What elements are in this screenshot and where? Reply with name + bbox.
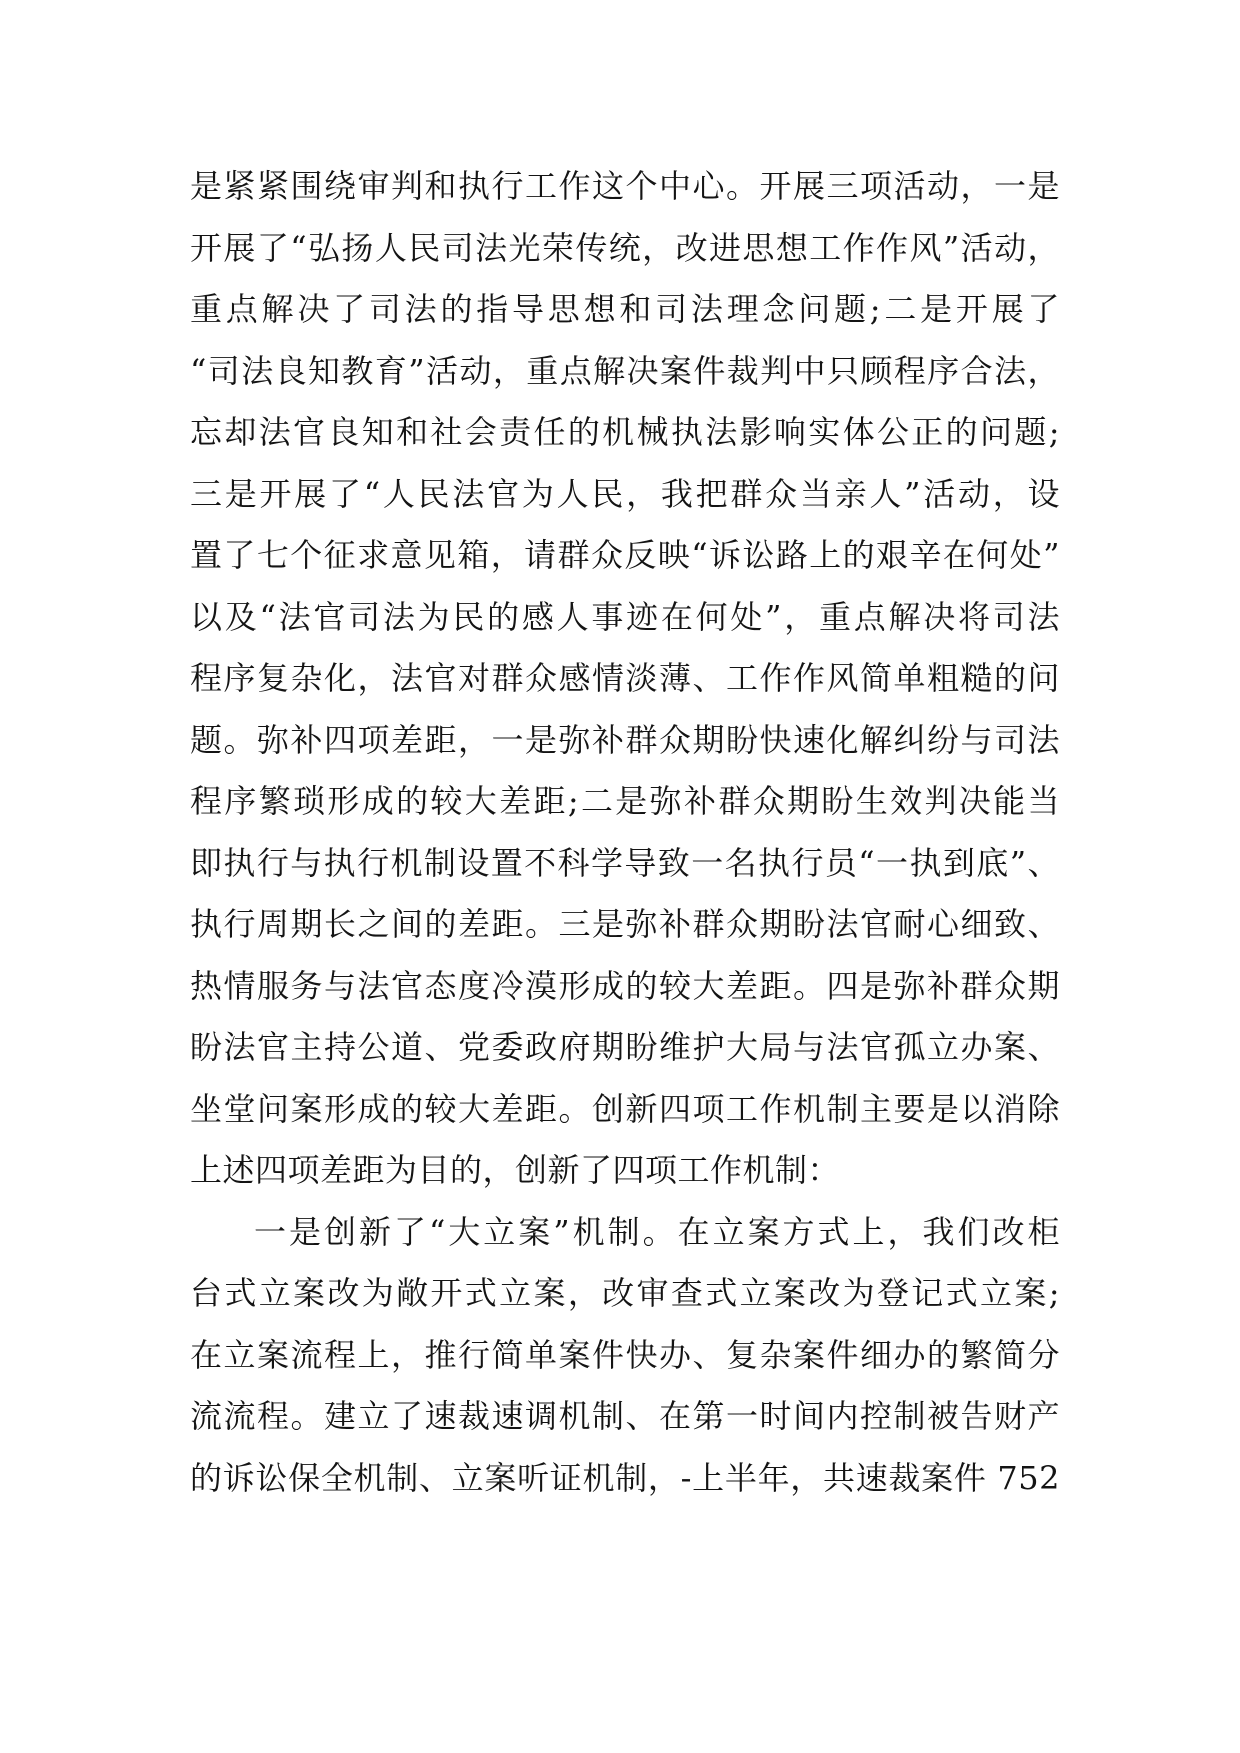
text-line: 的诉讼保全机制、立案听证机制，-上半年，共速裁案件 752 [190, 1458, 1060, 1497]
text-line: 以及“法官司法为民的感人事迹在何处”，重点解决将司法 [190, 597, 1060, 636]
text-line: 一是创新了“大立案”机制。在立案方式上，我们改柜 [254, 1212, 1060, 1251]
body-text [190, 156, 1060, 1509]
text-line: 在立案流程上，推行简单案件快办、复杂案件细办的繁简分 [190, 1335, 1060, 1374]
text-line: “司法良知教育”活动，重点解决案件裁判中只顾程序合法， [190, 351, 1060, 390]
text-line: 坐堂问案形成的较大差距。创新四项工作机制主要是以消除 [190, 1089, 1060, 1128]
text-line: 置了七个征求意见箱，请群众反映“诉讼路上的艰辛在何处” [190, 536, 1060, 574]
text-line: 流流程。建立了速裁速调机制、在第一时间内控制被告财产 [190, 1397, 1060, 1435]
text-line: 重点解决了司法的指导思想和司法理念问题;二是开展了 [190, 290, 1060, 328]
text-line: 热情服务与法官态度冷漠形成的较大差距。四是弥补群众期 [190, 966, 1060, 1005]
text-line: 执行周期长之间的差距。三是弥补群众期盼法官耐心细致、 [190, 905, 1060, 943]
text-line: 忘却法官良知和社会责任的机械执法影响实体公正的问题; [190, 413, 1060, 451]
text-line: 上述四项差距为目的，创新了四项工作机制： [190, 1151, 841, 1189]
text-line: 程序复杂化，法官对群众感情淡薄、工作作风简单粗糙的问 [190, 659, 1060, 697]
text-line: 盼法官主持公道、党委政府期盼维护大局与法官孤立办案、 [190, 1028, 1060, 1066]
paragraph-1 [190, 156, 1060, 1202]
text-line: 开展了“弘扬人民司法光荣传统，改进思想工作作风”活动， [190, 228, 1060, 267]
text-line: 三是开展了“人民法官为人民，我把群众当亲人”活动，设 [190, 474, 1060, 513]
text-line: 题。弥补四项差距，一是弥补群众期盼快速化解纠纷与司法 [190, 720, 1060, 759]
paragraph-2 [190, 1202, 1060, 1510]
text-line: 即执行与执行机制设置不科学导致一名执行员“一执到底”、 [190, 843, 1060, 882]
text-line: 台式立案改为敞开式立案，改审查式立案改为登记式立案; [190, 1274, 1060, 1312]
text-line: 程序繁琐形成的较大差距;二是弥补群众期盼生效判决能当 [190, 782, 1060, 820]
text-line: 是紧紧围绕审判和执行工作这个中心。开展三项活动，一是 [190, 167, 1060, 205]
